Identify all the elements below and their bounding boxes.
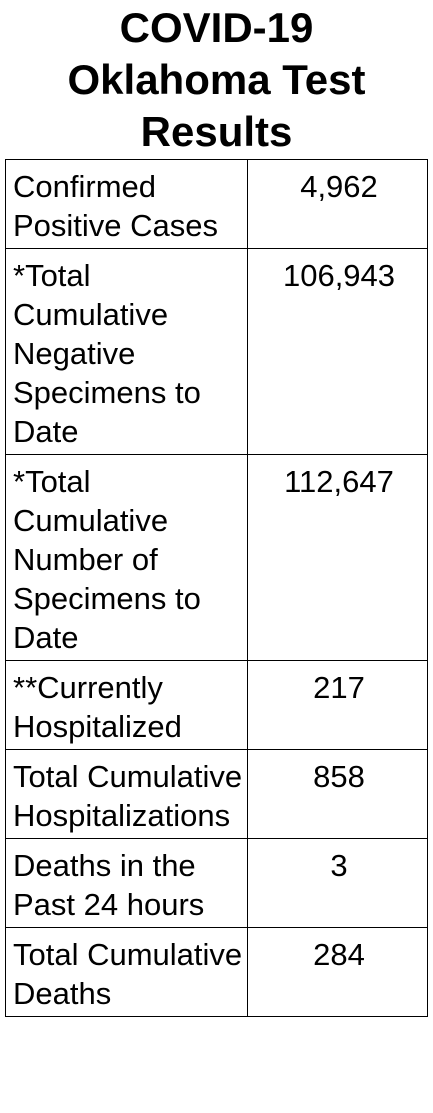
title-line-1: COVID-19: [119, 4, 314, 51]
row-label-confirmed-positive-cases: Confirmed Positive Cases: [6, 160, 248, 249]
table-row: [6, 455, 428, 661]
row-value-cumulative-deaths: 284: [248, 928, 428, 1017]
page-title: [0, 0, 433, 158]
row-label-negative-specimens: *Total Cumulative Negative Specimens to Date: [6, 249, 248, 455]
row-label-cumulative-hospitalizations: Total Cumulative Hospitalizations: [6, 750, 248, 839]
table-row: [6, 839, 428, 928]
table-row: [6, 160, 428, 249]
table-row: [6, 249, 428, 455]
row-value-total-specimens: 112,647: [248, 455, 428, 661]
results-table: [5, 159, 428, 1017]
title-line-3: Results: [140, 108, 293, 155]
row-value-deaths-past-24-hours: 3: [248, 839, 428, 928]
row-label-deaths-past-24-hours: Deaths in the Past 24 hours: [6, 839, 248, 928]
row-value-currently-hospitalized: 217: [248, 661, 428, 750]
row-label-cumulative-deaths: Total Cumulative Deaths: [6, 928, 248, 1017]
row-label-currently-hospitalized: **Currently Hospitalized: [6, 661, 248, 750]
table-row: [6, 661, 428, 750]
row-label-total-specimens: *Total Cumulative Number of Specimens to Date: [6, 455, 248, 661]
row-value-cumulative-hospitalizations: 858: [248, 750, 428, 839]
title-line-2: Oklahoma Test: [67, 56, 366, 103]
row-value-confirmed-positive-cases: 4,962: [248, 160, 428, 249]
table-row: [6, 750, 428, 839]
row-value-negative-specimens: 106,943: [248, 249, 428, 455]
table-row: [6, 928, 428, 1017]
